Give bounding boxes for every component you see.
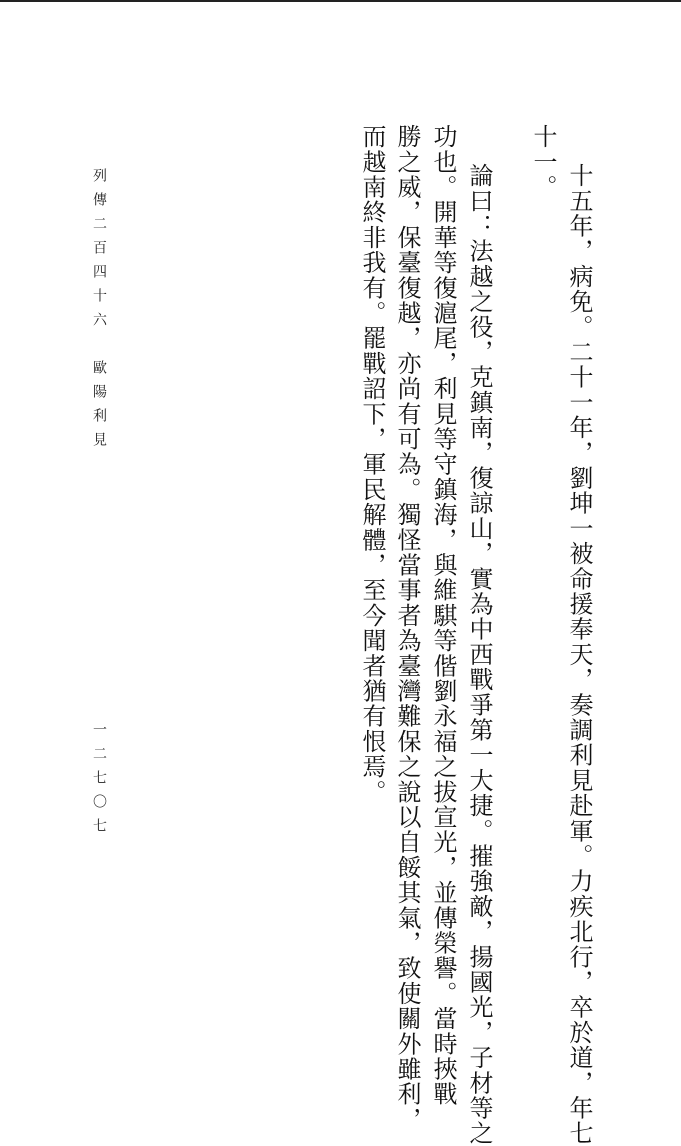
text-column-5: 勝之威，保臺復越，亦尚有可為。獨怪當事者為臺灣難保之說以自餒其氣，致使關外雖利，: [393, 124, 421, 1132]
text-column-2: 十一。: [529, 124, 557, 200]
text-column-6: 而越南終非我有。罷戰詔下，軍民解體，至今聞者猶有恨焉。: [358, 124, 386, 805]
margin-subject-name: 歐陽利見: [91, 360, 107, 456]
page-number: 一二七〇七: [91, 722, 107, 842]
text-column-4: 功也。開華等復滬尾，利見等守鎮海，與維騏等偕劉永福之拔宣光，並傳榮譽。當時挾戰: [429, 124, 457, 1107]
top-border-rule: [0, 0, 681, 2]
margin-chapter-title: 列傳二百四十六: [91, 168, 107, 336]
text-column-3: 論曰：法越之役，克鎮南，復諒山，實為中西戰爭第一大捷。摧強敵，揚國光，子材等之: [465, 163, 493, 1146]
text-column-1: 十五年，病免。二十一年，劉坤一被命援奉天，奏調利見赴軍。力疾北行，卒於道，年七: [565, 163, 593, 1146]
